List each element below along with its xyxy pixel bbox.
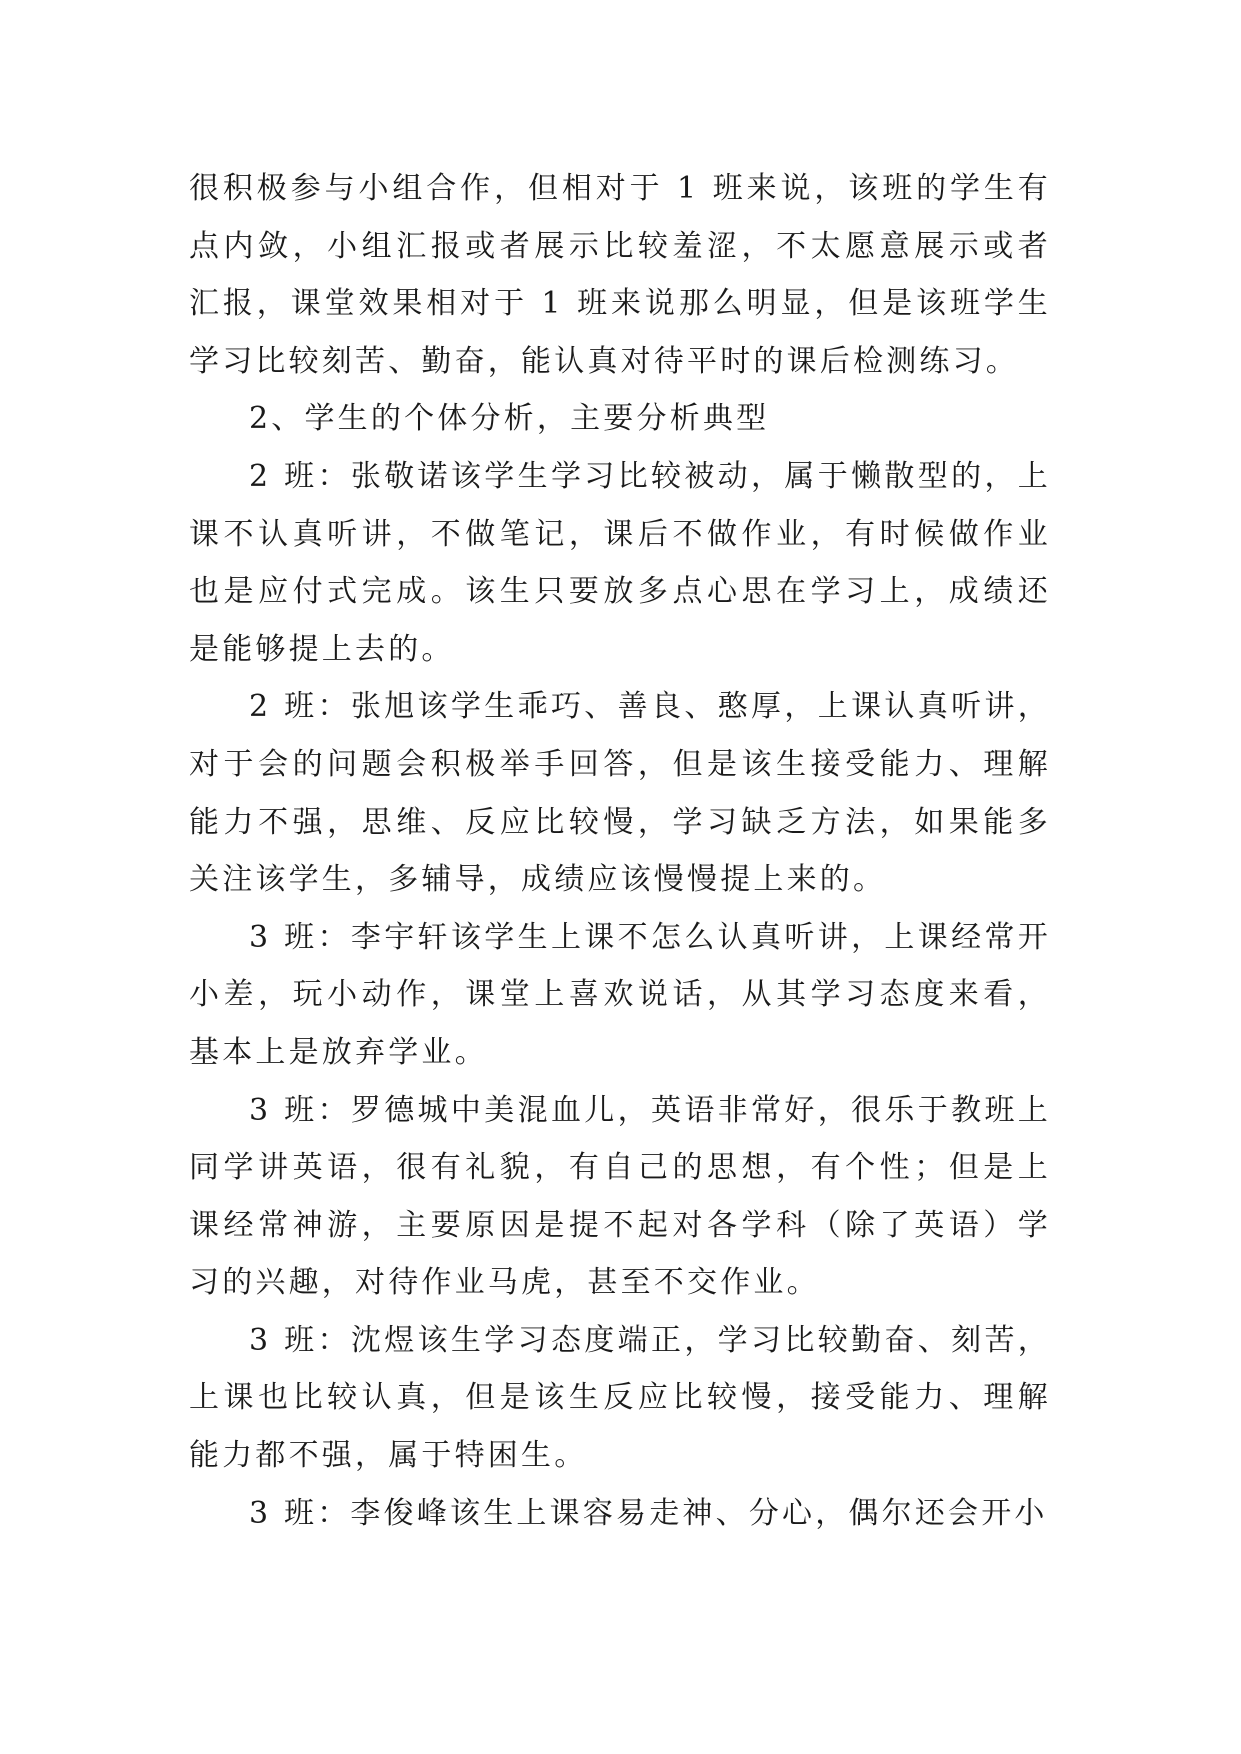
section-heading-individual-analysis: 2、学生的个体分析，主要分析典型 [249, 401, 770, 437]
paragraph-student-shen-yu: 3 班：沈煜该生学习态度端正，学习比较勤奋、刻苦，上课也比较认真，但是该生反应比较慢，接受能力、理解能力都不强，属于特困生。 [189, 1322, 1051, 1474]
paragraph-student-li-yuxuan: 3 班：李宇轩该学生上课不怎么认真听讲，上课经常开小差，玩小动作，课堂上喜欢说话，从其学习态度来看，基本上是放弃学业。 [189, 919, 1051, 1070]
document-body [189, 160, 1051, 1542]
paragraph-student-zhang-xu: 2 班：张旭该学生乖巧、善良、憨厚，上课认真听讲，对于会的问题会积极举手回答，但是该生接受能力、理解能力不强，思维、反应比较慢，学习缺乏方法，如果能多关注该学生，多辅导，成绩应该慢慢提上来的。 [189, 689, 1051, 898]
paragraph-student-luo-decheng: 3 班：罗德城中美混血儿，英语非常好，很乐于教班上同学讲英语，很有礼貌，有自己的思想，有个性；但是上课经常神游，主要原因是提不起对各学科（除了英语）学习的兴趣，对待作业马虎，甚至不交作业。 [189, 1092, 1051, 1301]
paragraph-student-zhang-jingnuo: 2 班：张敬诺该学生学习比较被动，属于懒散型的，上课不认真听讲，不做笔记，课后不做作业，有时候做作业也是应付式完成。该生只要放多点心思在学习上，成绩还是能够提上去的。 [189, 458, 1051, 667]
paragraph-student-li-junfeng: 3 班：李俊峰该生上课容易走神、分心，偶尔还会开小 [249, 1495, 1048, 1531]
paragraph-class2-overview: 很积极参与小组合作，但相对于 1 班来说，该班的学生有点内敛，小组汇报或者展示比较羞涩，不太愿意展示或者汇报，课堂效果相对于 1 班来说那么明显，但是该班学生学习比较刻苦、勤奋，能认真对待平时的课后检测练习。 [189, 171, 1051, 379]
